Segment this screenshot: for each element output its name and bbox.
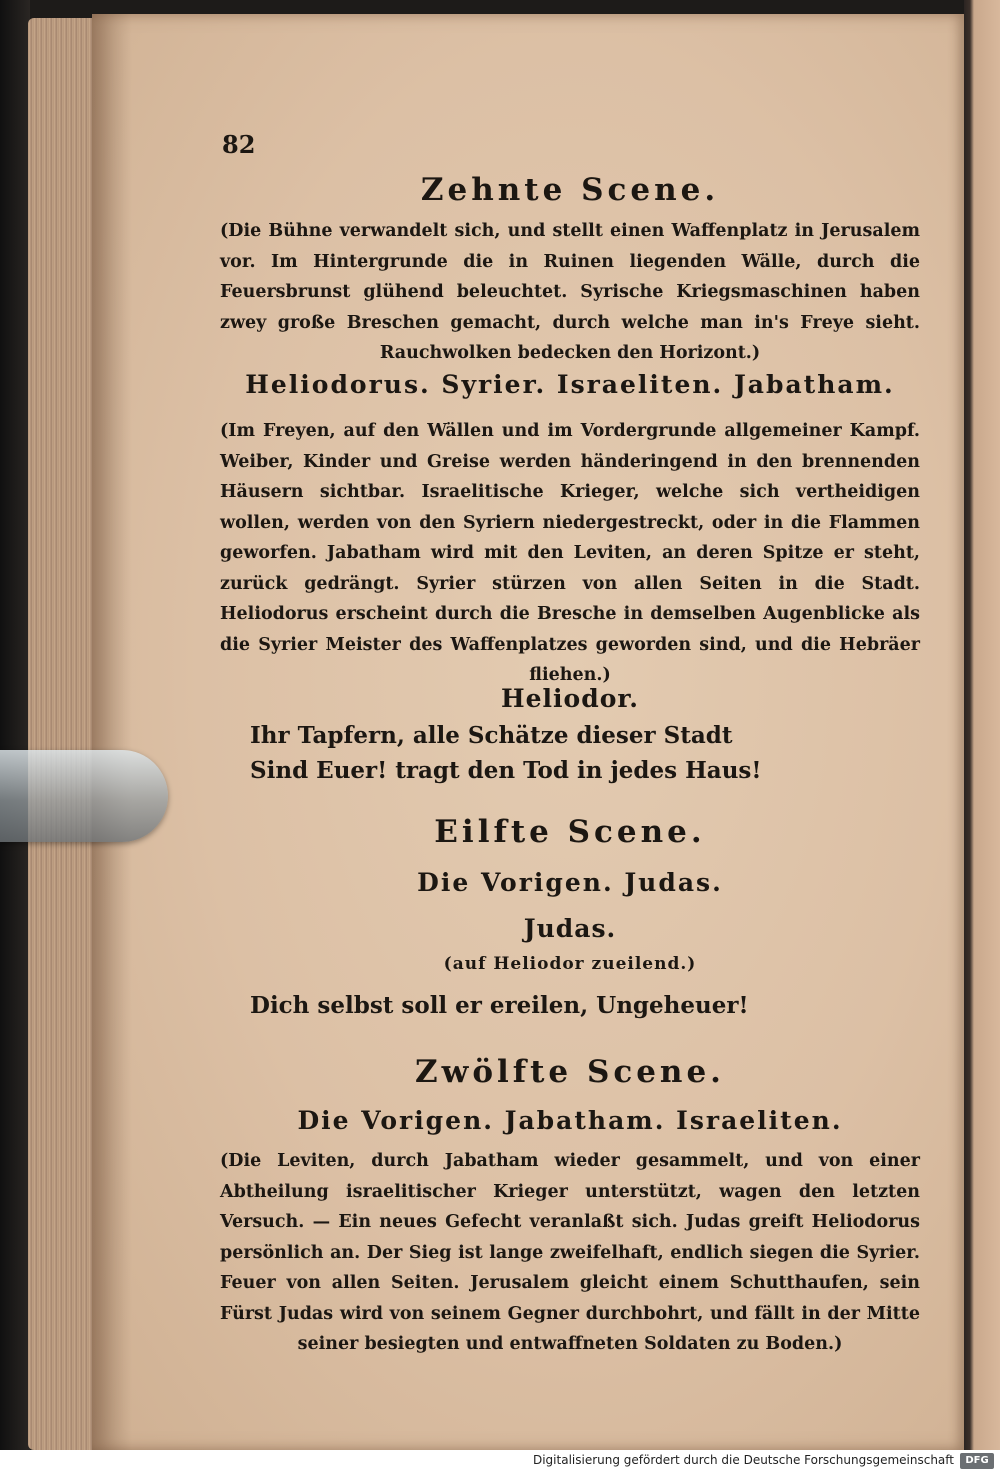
adjacent-page-edge — [964, 0, 1000, 1450]
scene10-speaker: Heliodor. — [501, 684, 639, 713]
left-gutter — [0, 0, 30, 1450]
scene10-verse — [220, 718, 920, 788]
verse-line: Ihr Tapfern, alle Schätze dieser Stadt — [250, 722, 733, 749]
verse-line: Sind Euer! tragt den Tod in jedes Haus! — [250, 757, 762, 784]
scene12-title: Zwölfte Scene. — [415, 1054, 725, 1090]
scene11-speaker: Judas. — [523, 914, 617, 943]
verse-line: Dich selbst soll er ereilen, Ungeheuer! — [250, 992, 749, 1019]
scene11-cast: Die Vorigen. Judas. — [417, 868, 723, 897]
scene11-stage-direction: (auf Heliodor zueilend.) — [443, 954, 697, 974]
scene10-stage-direction: (Die Bühne verwandelt sich, und stellt einen Waffenplatz in Jerusalem vor. Im Hintergrunde die in Ruinen liegenden Wälle, durch die Feuersbrunst glühend beleuchtet. Syrische Kriegsmaschinen haben zwey große Breschen gemacht, durch welche man in's Freye sieht. Rauchwolken bedecken den Horizont.) — [220, 221, 920, 363]
scene10-title: Zehnte Scene. — [420, 172, 720, 208]
scene12-stage-direction: (Die Leviten, durch Jabatham wieder gesammelt, und von einer Abtheilung israelitischer Krieger unterstützt, wagen den letzten Versuch. — Ein neues Gefecht veranlaßt sich. Judas greift Heliodorus persönlich an. Der Sieg ist lange zweifelhaft, endlich siegen die Syrier. Feuer von allen Seiten. Jerusalem gleicht einem Schutthaufen, sein Fürst Judas wird von seinem Gegner durchbohrt, und fällt in der Mitte seiner besiegten und entwaffneten Soldaten zu Boden.) — [220, 1151, 920, 1354]
book-page — [92, 14, 964, 1450]
scene11-verse — [220, 988, 920, 1023]
plastic-page-clip — [0, 750, 168, 842]
gutter-shadow — [92, 14, 132, 1450]
dfg-logo-icon: DFG — [960, 1453, 994, 1469]
scene10-stage-direction-2: (Im Freyen, auf den Wällen und im Vordergrunde allgemeiner Kampf. Weiber, Kinder und Greise werden händeringend in den brennenden Häusern sichtbar. Israelitische Krieger, welche sich vertheidigen wollen, werden von den Syriern niedergestreckt, oder in die Flammen geworfen. Jabatham wird mit den Leviten, an deren Spitze er steht, zurück gedrängt. Syrier stürzen von allen Seiten in die Stadt. Heliodorus erscheint durch die Bresche in demselben Augenblicke als die Syrier Meister des Waffenplatzes geworden sind, und die Hebräer fliehen.) — [220, 421, 920, 685]
scene10-cast: Heliodorus. Syrier. Israeliten. Jabatham. — [245, 370, 895, 399]
scene11-title: Eilfte Scene. — [434, 814, 706, 850]
scene12-cast: Die Vorigen. Jabatham. Israeliten. — [297, 1106, 843, 1135]
footer-bar — [0, 1450, 1000, 1473]
page-number: 82 — [222, 130, 256, 159]
page-edge-stack — [28, 18, 98, 1450]
footer-credit: Digitalisierung gefördert durch die Deutsche Forschungsgemeinschaft — [532, 1453, 954, 1467]
